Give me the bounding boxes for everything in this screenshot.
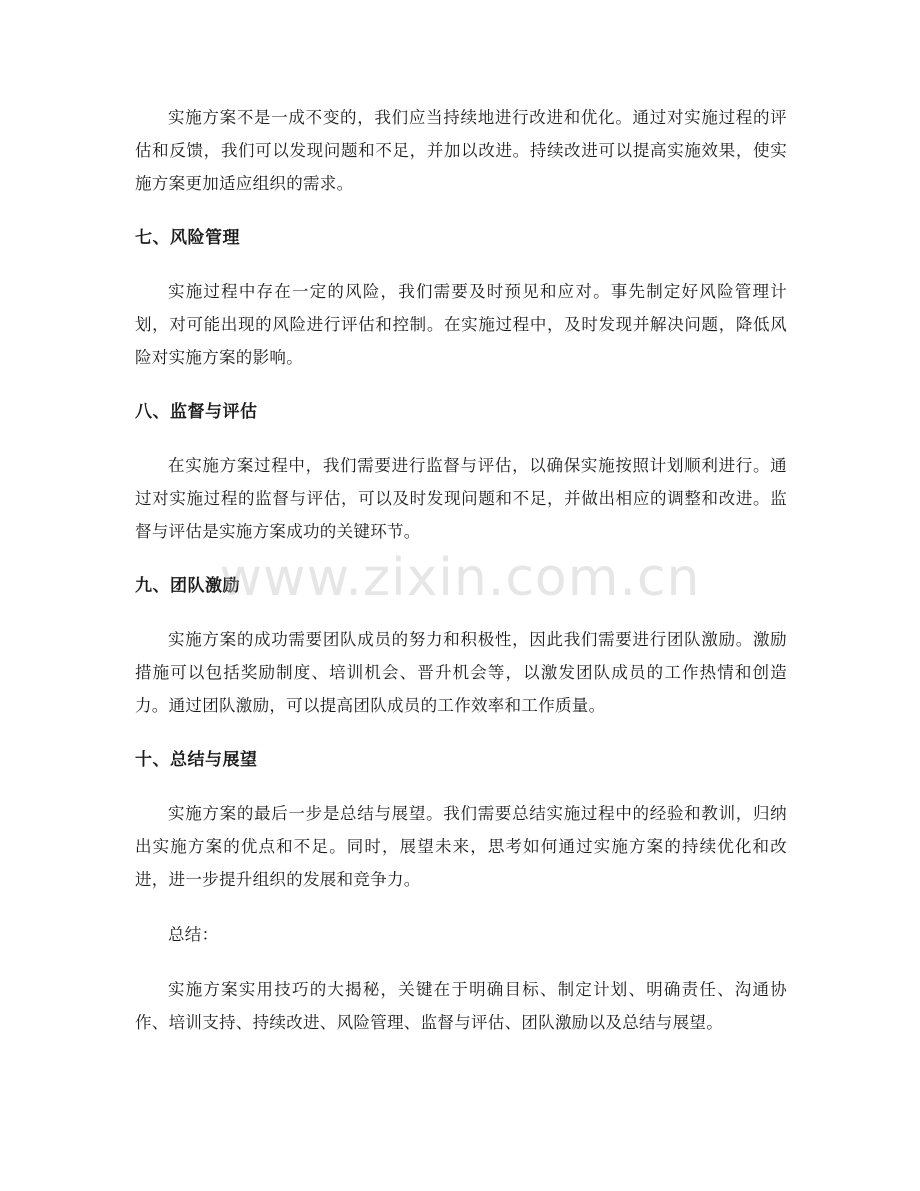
document-body: [135, 101, 787, 1039]
watermark-text: www.zixin.com.cn: [219, 548, 701, 608]
heading-risk-management: 七、风险管理: [135, 228, 240, 248]
heading-summary-outlook: 十、总结与展望: [135, 750, 258, 770]
paragraph-continuous-improvement: 实施方案不是一成不变的，我们应当持续地进行改进和优化。通过对实施过程的评估和反馈，我们可以发现问题和不足，并加以改进。持续改进可以提高实施效果，使实施方案更加适应组织的需求。: [135, 108, 787, 193]
paragraph-risk-management: 实施过程中存在一定的风险，我们需要及时预见和应对。事先制定好风险管理计划，对可能出现的风险进行评估和控制。在实施过程中，及时发现并解决问题，降低风险对实施方案的影响。: [135, 282, 787, 367]
paragraph-team-motivation: 实施方案的成功需要团队成员的努力和积极性，因此我们需要进行团队激励。激励措施可以包括奖励制度、培训机会、晋升机会等，以激发团队成员的工作热情和创造力。通过团队激励，可以提高团队成员的工作效率和工作质量。: [135, 630, 787, 715]
paragraph-supervision-evaluation: 在实施方案过程中，我们需要进行监督与评估，以确保实施按照计划顺利进行。通过对实施过程的监督与评估，可以及时发现问题和不足，并做出相应的调整和改进。监督与评估是实施方案成功的关键环节。: [135, 456, 787, 541]
paragraph-summary: 实施方案实用技巧的大揭秘，关键在于明确目标、制定计划、明确责任、沟通协作、培训支持、持续改进、风险管理、监督与评估、团队激励以及总结与展望。: [135, 980, 787, 1032]
paragraph-summary-outlook: 实施方案的最后一步是总结与展望。我们需要总结实施过程中的经验和教训，归纳出实施方案的优点和不足。同时，展望未来，思考如何通过实施方案的持续优化和改进，进一步提升组织的发展和竞争力。: [135, 804, 787, 889]
heading-supervision-evaluation: 八、监督与评估: [135, 402, 258, 422]
summary-label: 总结：: [168, 925, 219, 944]
heading-team-motivation: 九、团队激励: [135, 576, 240, 596]
